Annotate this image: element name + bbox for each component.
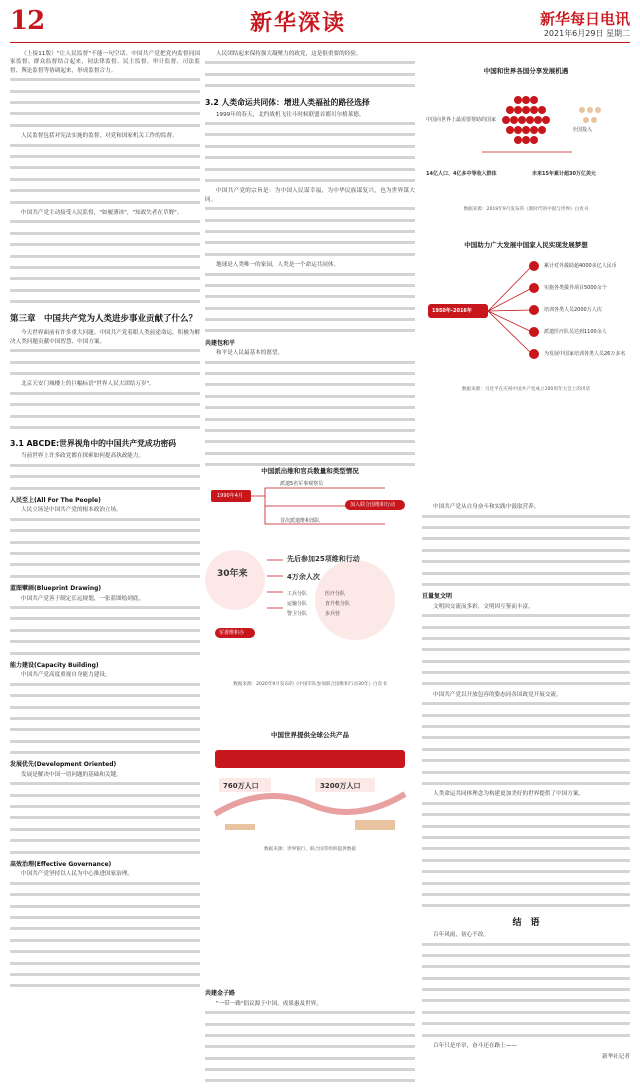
paragraph: 中国共产党的宗旨是：为中国人民谋幸福，为中华民族谋复兴，也为世界谋大同。 bbox=[205, 188, 415, 203]
chapter-heading: 第三章 中国共产党为人类进步事业贡献了什么？ bbox=[10, 314, 198, 325]
figure-title: 中国和世界各国分享发展机遇 bbox=[483, 67, 569, 75]
subheading: 亘量复文明 bbox=[422, 593, 453, 601]
section-title: 新华深读 bbox=[250, 10, 347, 36]
aid-item: 派遣医疗队员达到1100余人 bbox=[544, 329, 607, 335]
aid-item: 实施各类援外项目5000余个 bbox=[544, 285, 607, 291]
bullet-heading: 共建金子路 bbox=[205, 990, 236, 998]
conclusion-heading: 结 语 bbox=[512, 917, 540, 928]
sub-value: 先后参加25项维和行动 bbox=[287, 555, 360, 563]
paragraph: 百年只是序章，奋斗还在路上—— bbox=[433, 1043, 517, 1050]
stat-value: 760万人口 bbox=[223, 782, 259, 790]
paragraph: 文明因交流而多彩，文明因互鉴而丰富。 bbox=[433, 603, 534, 610]
figure-title: 中国助力广大发展中国家人民实现发展梦想 bbox=[464, 241, 588, 249]
figure-label: 全国投入 bbox=[572, 127, 593, 133]
aid-item: 累计对外援助超4000多亿人民币 bbox=[544, 263, 617, 269]
milestone: 加入联合国维和行动 bbox=[350, 502, 396, 508]
subheading-d: 发展优先(Development Oriented) bbox=[10, 761, 117, 769]
paragraph: 中国共产党坚持以人民为中心推进国家治理。 bbox=[21, 871, 133, 878]
footnote-label: 军委维和办 bbox=[219, 630, 245, 636]
paragraph: 发展是解决中国一切问题的基础和关键。 bbox=[21, 771, 122, 778]
unit-type: 警卫分队 bbox=[287, 611, 308, 617]
byline: 新华社记者 bbox=[602, 1054, 630, 1061]
paragraph: 中国共产党主动接受人民监督，"如履薄冰"，"知政失者在草野"。 bbox=[21, 209, 183, 216]
figure-title: 中国世界提供全球公共产品 bbox=[271, 731, 349, 739]
infographic-peacekeeping bbox=[205, 466, 415, 696]
unit-type: 运输分队 bbox=[287, 601, 308, 607]
paragraph: 人民立场是中国共产党的根本政治立场。 bbox=[21, 507, 122, 514]
section-heading: 3.2 人类命运共同体：增进人类福祉的路径选择 bbox=[205, 97, 370, 107]
figure-caption: 数据来源：2020年9月发布的《中国军队参加联合国维和行动30年》白皮书 bbox=[233, 682, 387, 687]
page-header bbox=[0, 0, 640, 44]
paragraph: 中国共产党高度重视自身能力建设。 bbox=[21, 672, 111, 679]
paragraph: 今天世界面前有许多重大问题。中国共产党着眼人类前途命运，积极为解决人类问题贡献中国智慧、中国方案。 bbox=[10, 330, 201, 345]
unit-type: 工兵分队 bbox=[287, 591, 308, 597]
section-heading: 3.1 ABCDE:世界视角中的中国共产党成功密码 bbox=[10, 439, 177, 449]
aid-item: 培训各类人员2000万人次 bbox=[544, 307, 602, 313]
paragraph: 地球是人类唯一的家园，人类是一个命运共同体。 bbox=[216, 262, 340, 269]
paragraph: 中国共产党以开放包容的姿态同各国政党开展交流。 bbox=[433, 691, 562, 698]
paragraph: 中国共产党从自身奋斗和实践中汲取营养。 bbox=[433, 504, 540, 511]
paragraph: 当前世界上许多政党都在探索如何提高执政能力。 bbox=[21, 453, 145, 460]
paragraph: "一带一路"倡议源于中国，成果惠及世界。 bbox=[216, 1000, 322, 1007]
paragraph: 中国共产党善于制定长远规划，一张蓝图绘到底。 bbox=[21, 595, 145, 602]
infographic-opportunities bbox=[422, 66, 630, 226]
paragraph: 和平是人民最基本的愿望。 bbox=[216, 350, 284, 357]
page-number: 12 bbox=[10, 6, 45, 36]
total-value: 4万余人次 bbox=[287, 573, 320, 581]
year-end: 2016年 bbox=[453, 308, 472, 314]
aid-item: 为发展中国家培训各类人员26万多名 bbox=[544, 351, 626, 357]
road-graphic bbox=[205, 744, 415, 844]
paragraph: （上接11版）"让人民监督"不能一句空话。中国共产党把党内监督同国家监督、群众监督结合起来，同法律监督、民主监督、审计监督、司法监督、舆论监督等协调起来，形成监督合力。 bbox=[10, 51, 200, 74]
header-rule bbox=[10, 42, 630, 43]
infographic-public-goods bbox=[205, 730, 415, 860]
paragraph: 人民团结起来保持强大凝聚力的政党，这是很重要的经验。 bbox=[216, 51, 362, 57]
paragraph: 百年风雨，初心不改。 bbox=[433, 932, 489, 939]
stat-population: 14亿人口、4亿多中等收入群体 bbox=[426, 171, 497, 177]
stat-imports: 未来15年累计超30万亿美元 bbox=[532, 171, 596, 177]
subheading-c: 能力建设(Capacity Building) bbox=[10, 661, 99, 669]
year-start: 1950年 bbox=[432, 308, 451, 314]
issue-date: 2021年6月29日 星期二 bbox=[543, 29, 630, 38]
milestone: 首次派遣维和部队 bbox=[280, 518, 321, 524]
newspaper-name: 新华每日电讯 bbox=[539, 10, 630, 28]
infographic-aid bbox=[422, 240, 630, 400]
stat-value: 3200万人口 bbox=[320, 782, 361, 790]
milestone: 派遣5名军事观察员 bbox=[280, 481, 324, 487]
paragraph: 人民监督包括对宪法实施的监督，对党和国家机关工作的监督。 bbox=[21, 133, 178, 140]
column-1 bbox=[10, 50, 200, 910]
total-label: 30年来 bbox=[217, 569, 248, 579]
figure-caption: 数据来源：世界银行、联合国等组织提供数据 bbox=[264, 847, 356, 852]
subheading-a: 人民至上(All For The People) bbox=[10, 496, 101, 504]
figure-label: 中国向世界上最需要帮助的国家 bbox=[426, 117, 497, 123]
unit-type: 步兵营 bbox=[325, 611, 341, 617]
figure-caption: 数据来源：2019年9月发布的《新时代的中国与世界》白皮书 bbox=[463, 207, 589, 212]
year-label: 1950年-2016年 bbox=[432, 308, 472, 314]
unit-type: 医疗分队 bbox=[325, 591, 346, 597]
people-grid-graphic bbox=[422, 80, 630, 210]
paragraph: 北京天安门城楼上的巨幅标语"世界人民大团结万岁"。 bbox=[21, 381, 155, 388]
figure-title: 中国派出维和官兵数量和类型情况 bbox=[261, 467, 359, 475]
paragraph: 1999年的春天，北约战机飞往斗时候联盟首都贝尔格莱德。 bbox=[216, 111, 365, 118]
bullet-heading: 共建包和平 bbox=[205, 339, 236, 347]
start-year: 1990年4月 bbox=[217, 493, 243, 499]
subheading-b: 蓝图擘画(Blueprint Drawing) bbox=[10, 585, 102, 593]
paragraph: 人类命运共同体理念为构建更加美好的世界提供了中国方案。 bbox=[433, 791, 585, 798]
unit-type: 直升机分队 bbox=[325, 601, 351, 607]
subheading-e: 高效治理(Effective Governance) bbox=[10, 861, 112, 868]
figure-caption: 数据来源：习近平在庆祝中国共产党成立100周年大会上的讲话 bbox=[461, 387, 591, 392]
